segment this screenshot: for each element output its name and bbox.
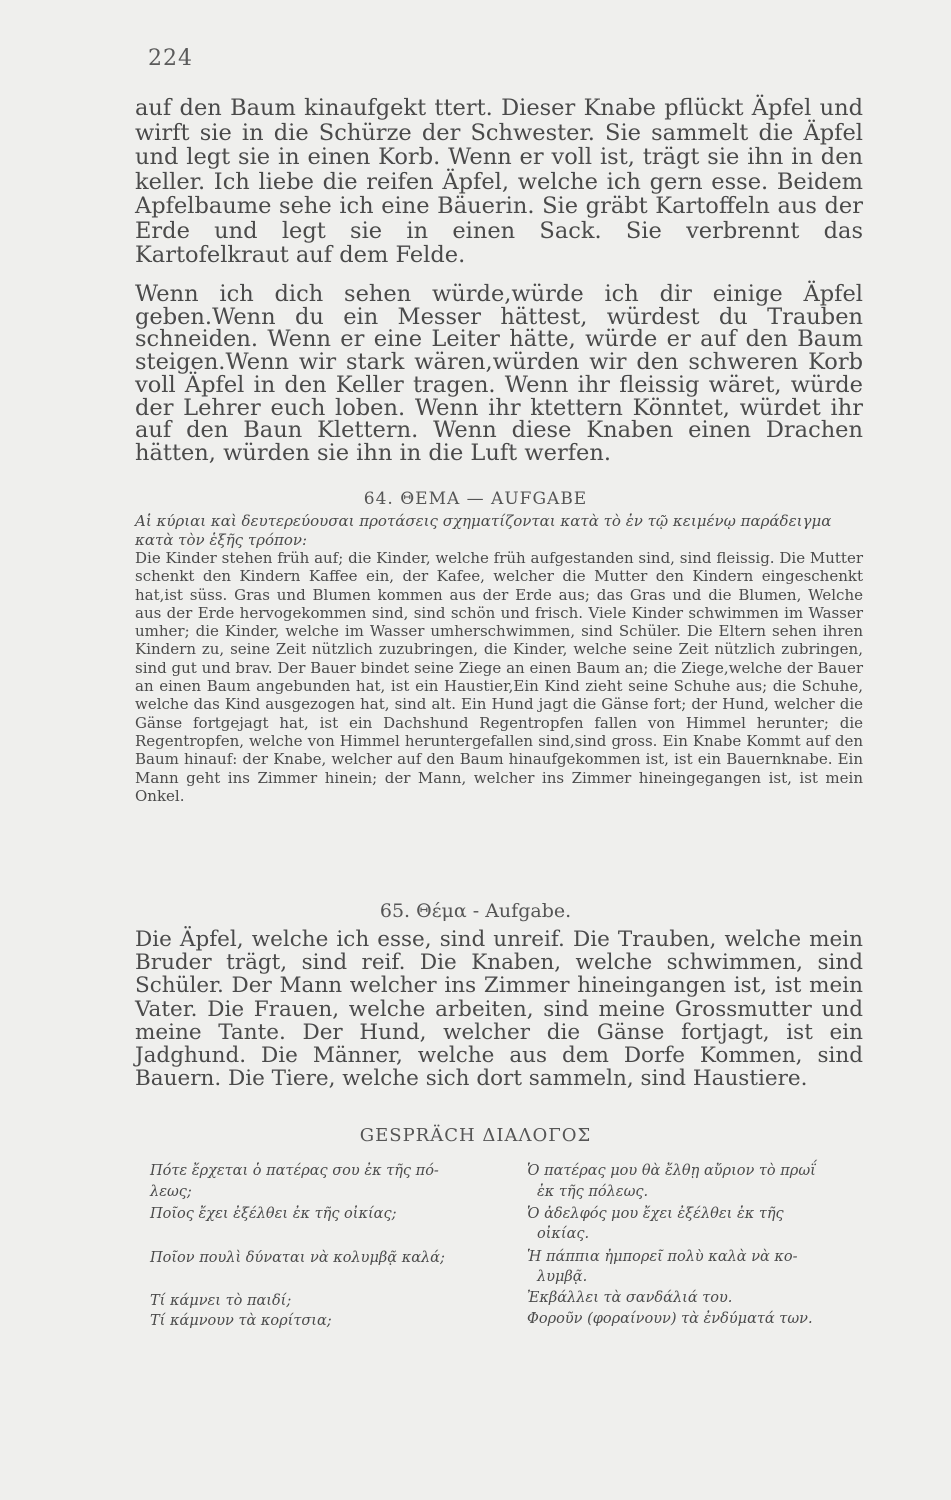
question-line: Ποῖος ἔχει ἐξέλθει ἐκ τῆς οἰκίας;: [150, 1206, 397, 1222]
answer-line: οἰκίας.: [537, 1226, 590, 1242]
answer-line: Ὁ πατέρας μου θὰ ἔλθῃ αὔριον τὸ πρωΐ: [527, 1163, 816, 1179]
answer-line: Φοροῦν (φοραίνουν) τὰ ἐνδύματά των.: [527, 1311, 813, 1327]
answer-line: λυμβᾷ.: [537, 1269, 588, 1285]
section-65-heading: 65. Θέμα - Aufgabe.: [379, 900, 572, 922]
question-line: Ποῖον πουλὶ δύναται νὰ κολυμβᾷ καλά;: [150, 1250, 445, 1266]
question-line: Τί κάμνει τὸ παιδί;: [150, 1293, 292, 1309]
question-line: Πότε ἔρχεται ὁ πατέρας σου ἐκ τῆς πό-: [150, 1163, 439, 1179]
paragraph-2: Wenn ich dich sehen würde,würde ich dir einige Äpfel geben.Wenn du ein Messer hättest, würdest du Trauben schneiden. Wenn er eine Leiter hätte, würde er auf den Baum steigen.Wenn wir stark wären,würden wir den schweren Korb voll Äpfel in den Keller tragen. Wenn ihr fleissig wäret, würde der Lehrer euch loben. Wenn ihr ktettern Könntet, würdet ihr auf den Baun Klettern. Wenn diese Knaben einen Drachen hätten, würden sie ihn in die Luft werfen.: [135, 281, 863, 466]
question-line: Τί κάμνουν τὰ κορίτσια;: [150, 1313, 332, 1329]
answer-line: Ὁ ἀδελφός μου ἔχει ἐξέλθει ἐκ τῆς: [527, 1206, 784, 1222]
answer-line: Ἡ πάππια ἠμπορεῖ πολὺ καλὰ νὰ κο-: [527, 1249, 798, 1265]
paragraph-1: [135, 96, 863, 268]
section-65-text: Die Äpfel, welche ich esse, sind unreif. Die Trauben, welche mein Bruder trägt, sind reif. Die Knaben, welche schwimmen, sind Schüler. Der Mann welcher ins Zimmer hineingangen ist, ist mein Vater. Die Frauen, welche arbeiten, sind meine Grossmutter und meine Tante. Der Hund, welcher die Gänse fortjagt, ist ein Jadghund. Die Männer, welche aus dem Dorfe Kommen, sind Bauern. Die Tiere, welche sich dort sammeln, sind Haustiere.: [135, 927, 863, 1092]
answer-line: Ἐκβάλλει τὰ σανδάλιά του.: [527, 1290, 733, 1306]
question-line: λεως;: [150, 1184, 192, 1200]
section-64-heading: 64. ΘΕΜΑ — AUFGABE: [363, 489, 588, 509]
dialog-title: GESPRÄCH ΔΙΑΛΟΓΟΣ: [359, 1125, 592, 1146]
section-64-instruction: Αἱ κύριαι καὶ δευτερεύουσαι προτάσεις σχηματίζονται κατὰ τὸ ἐν τῷ κειμένῳ παράδειγμα κατὰ τὸν ἑξῆς τρόπον:: [135, 512, 832, 549]
answer-line: ἐκ τῆς πόλεως.: [537, 1184, 649, 1200]
paragraph-1-text: auf den Baum kinaufgekt ttert. Dieser Knabe pflückt Äpfel und wirft sie in die Schürze der Schwester. Sie sammelt die Äpfel und legt sie in einen Korb. Wenn er voll ist, trägt sie ihn in den keller. Ich liebe die reifen Äpfel, welche ich gern esse. Beidem Apfelbaume sehe ich eine Bäuerin. Sie gräbt Kartoffeln aus der Erde und legt sie in einen Sack. Sie verbrennt das Kartofelkraut auf dem Felde.: [135, 95, 863, 268]
page-number: 224: [148, 46, 193, 71]
section-64-text: Die Kinder stehen früh auf; die Kinder, welche früh aufgestanden sind, sind fleissig. Die Mutter schenkt den Kindern Kaffee ein, der Kafee, welcher die Mutter den Kindern eingeschenkt hat,ist süss. Gras und Blumen kommen aus der Erde aus; das Gras und die Blumen, Welche aus der Erde hervogekommen sind, sind schön und frisch. Viele Kinder schwimmen im Wasser umher; die Kinder, welche im Wasser umherschwimmen, sind Schüler. Die Eltern sehen ihren Kindern zu, seine Zeit nützlich zuzubringen, die Kinder, welche seine Zeit nützlich zubringen, sind gut und brav. Der Bauer bindet seine Ziege an einen Baum an; die Ziege,welche der Bauer an einen Baum angebunden hat, ist ein Haustier,Ein Kind zieht seine Schuhe aus; die Schuhe, welche das Kind ausgezogen hat, sind alt. Ein Hund jagt die Gänse fort; der Hund, welcher die Gänse fortgejagt hat, ist ein Dachshund Regentropfen fallen von Himmel herunter; die Regentropfen, welche von Himmel heruntergefallen sind,sind gross. Ein Knabe Kommt auf den Baum hinauf: der Knabe, welcher auf den Baum hinaufgekommen ist, ist ein Bauernknabe. Ein Mann geht ins Zimmer hinein; der Mann, welcher ins Zimmer hineingegangen ist, ist mein Onkel.: [135, 549, 863, 805]
